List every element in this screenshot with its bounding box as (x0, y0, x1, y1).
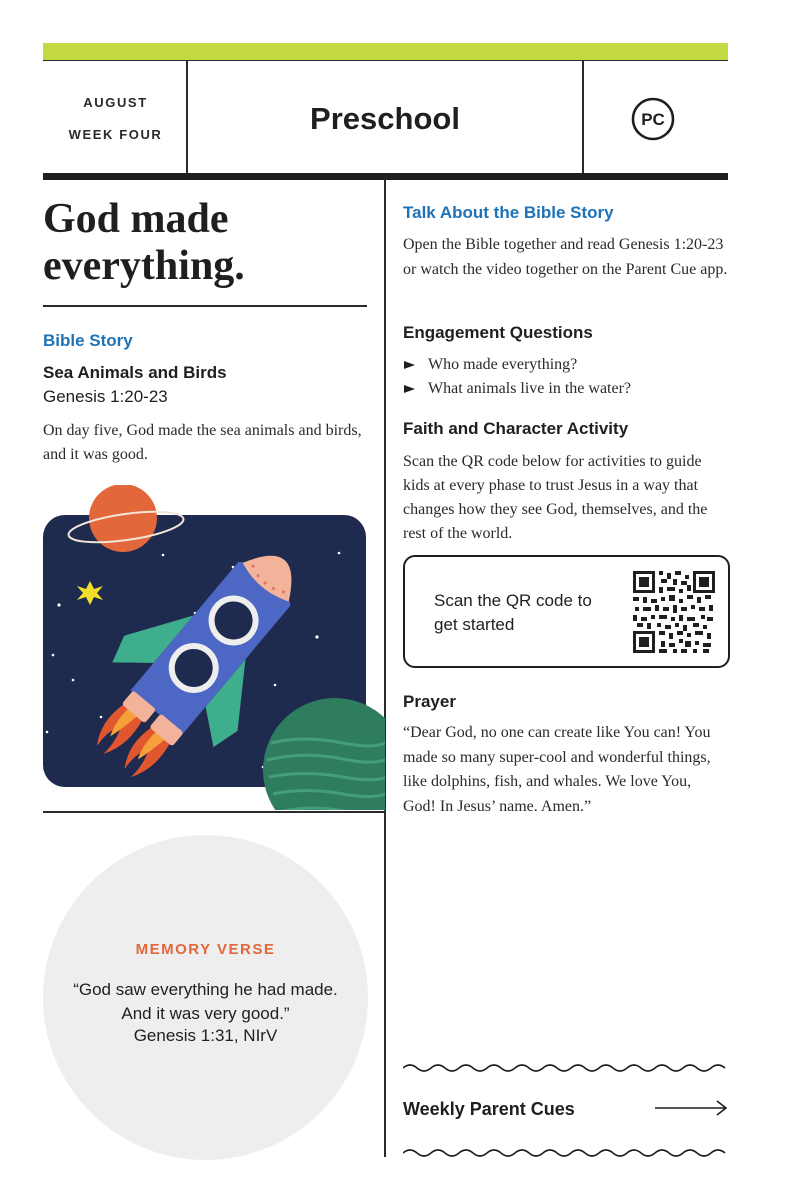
page-title: God made everything. (43, 196, 245, 289)
header-week: WEEK FOUR (68, 127, 163, 142)
qr-instruction: Scan the QR code to get started (434, 591, 592, 634)
prayer-heading: Prayer (403, 692, 456, 711)
question-text: Who made everything? (428, 356, 578, 373)
title-rule (43, 305, 367, 307)
bible-story-summary: On day five, God made the sea animals and birds, and it was good. (43, 422, 362, 463)
memory-verse-heading: MEMORY VERSE (135, 941, 276, 958)
talk-heading: Talk About the Bible Story (403, 203, 614, 222)
wave-divider (403, 1147, 728, 1159)
bullet-arrow-icon (404, 385, 415, 393)
qr-card[interactable] (403, 555, 730, 668)
engagement-questions (403, 353, 631, 401)
section-divider (43, 811, 385, 813)
faith-activity-text: Scan the QR code below for activities to guide kids at every phase to trust Jesus in a way that changes how they see God, themselves, and the rest of the world. (403, 453, 708, 542)
arrow-right-icon[interactable] (655, 1099, 728, 1117)
list-item (403, 353, 631, 377)
logo-text: PC (641, 110, 665, 129)
memory-verse-text: “God saw everything he had made. And it was very good.” (73, 980, 338, 1023)
bullet-arrow-icon (404, 361, 415, 369)
qr-code-icon[interactable] (633, 571, 715, 653)
header-grade: Preschool (310, 101, 460, 136)
prayer-text: “Dear God, no one can create like You can! You made so many super-cool and wonderful things, like dolphins, fish, and whales. We love You, God! In Jesus’ name. Amen.” (403, 724, 711, 815)
list-item (403, 377, 631, 401)
engagement-heading: Engagement Questions (403, 323, 593, 342)
weekly-parent-cues-link[interactable]: Weekly Parent Cues (403, 1099, 575, 1119)
bible-story-title: Sea Animals and Birds (43, 363, 227, 382)
header-month: AUGUST (83, 95, 148, 110)
bible-story-heading: Bible Story (43, 331, 133, 350)
talk-text: Open the Bible together and read Genesis 1:20-23 or watch the video together on the Parent Cue app. (403, 236, 728, 278)
memory-verse-reference: Genesis 1:31, NIrV (133, 1026, 278, 1045)
header (43, 60, 728, 180)
faith-activity-heading: Faith and Character Activity (403, 419, 629, 438)
header-divider (582, 61, 584, 173)
wave-divider (403, 1062, 728, 1074)
parent-cue-logo (631, 97, 675, 141)
memory-verse-card (43, 835, 368, 1160)
question-text: What animals live in the water? (428, 380, 632, 397)
bible-story-reference: Genesis 1:20-23 (43, 387, 168, 406)
rocket-space-illustration (43, 485, 385, 810)
header-accent-bar (43, 43, 728, 60)
